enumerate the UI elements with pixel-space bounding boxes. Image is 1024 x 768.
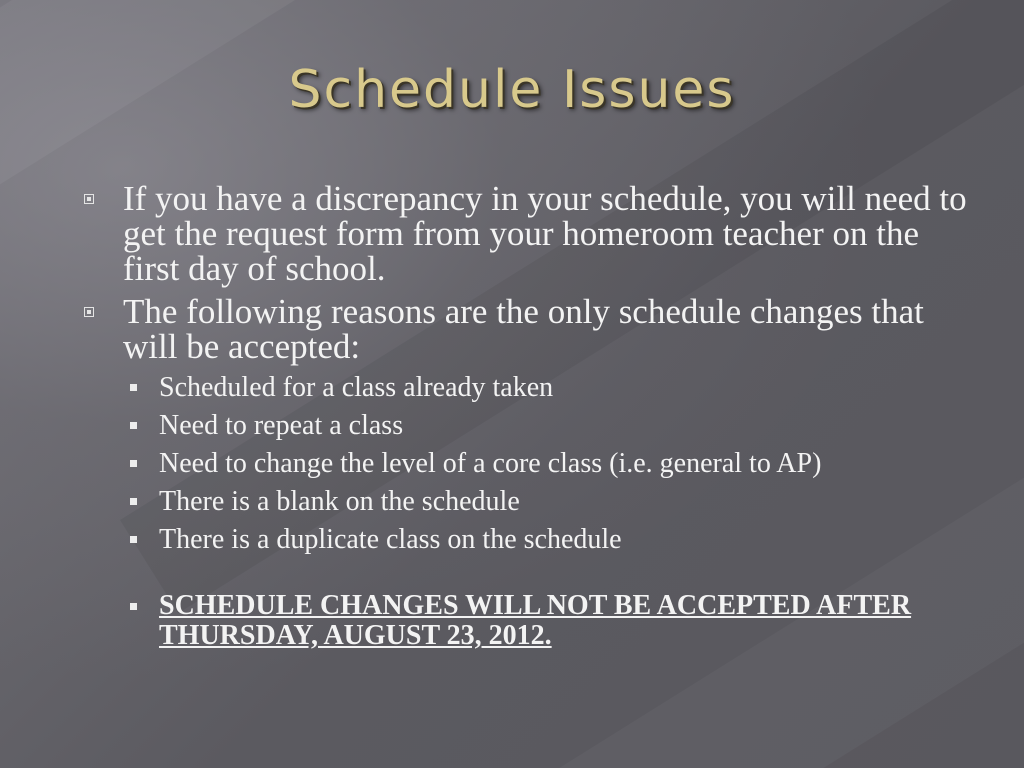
filled-square-bullet-icon xyxy=(130,460,137,467)
sub-bullet-text: Need to change the level of a core class (i.e. general to AP) xyxy=(159,448,822,479)
bullet-text: The following reasons are the only schedule changes that will be accepted: xyxy=(123,292,924,366)
deadline-notice xyxy=(80,591,980,651)
sub-bullet-text: There is a blank on the schedule xyxy=(159,486,520,517)
sub-bullet-text: There is a duplicate class on the schedule xyxy=(159,524,622,555)
filled-square-bullet-icon xyxy=(130,603,137,610)
sub-bullet-list xyxy=(80,372,980,651)
bullet-item xyxy=(80,294,980,364)
slide-body xyxy=(80,181,980,658)
sub-bullet-text: Scheduled for a class already taken xyxy=(159,372,554,403)
deadline-notice-text: SCHEDULE CHANGES WILL NOT BE ACCEPTED AFTER THURSDAY, AUGUST 23, 2012. xyxy=(159,590,912,651)
sub-bullet-text: Need to repeat a class xyxy=(159,410,404,441)
square-box-bullet-icon xyxy=(84,307,94,317)
filled-square-bullet-icon xyxy=(130,384,137,391)
bullet-item xyxy=(80,181,980,286)
filled-square-bullet-icon xyxy=(130,422,137,429)
slide-title: Schedule Issues xyxy=(288,60,736,120)
sub-bullet-item xyxy=(80,372,980,403)
sub-bullet-item xyxy=(80,524,980,555)
sub-bullet-item xyxy=(80,486,980,517)
filled-square-bullet-icon xyxy=(130,536,137,543)
bullet-text: If you have a discrepancy in your schedule, you will need to get the request form from your homeroom teacher on the first day of school. xyxy=(123,179,967,288)
filled-square-bullet-icon xyxy=(130,498,137,505)
square-box-bullet-icon xyxy=(84,194,94,204)
sub-bullet-item xyxy=(80,448,980,479)
sub-bullet-item xyxy=(80,410,980,441)
